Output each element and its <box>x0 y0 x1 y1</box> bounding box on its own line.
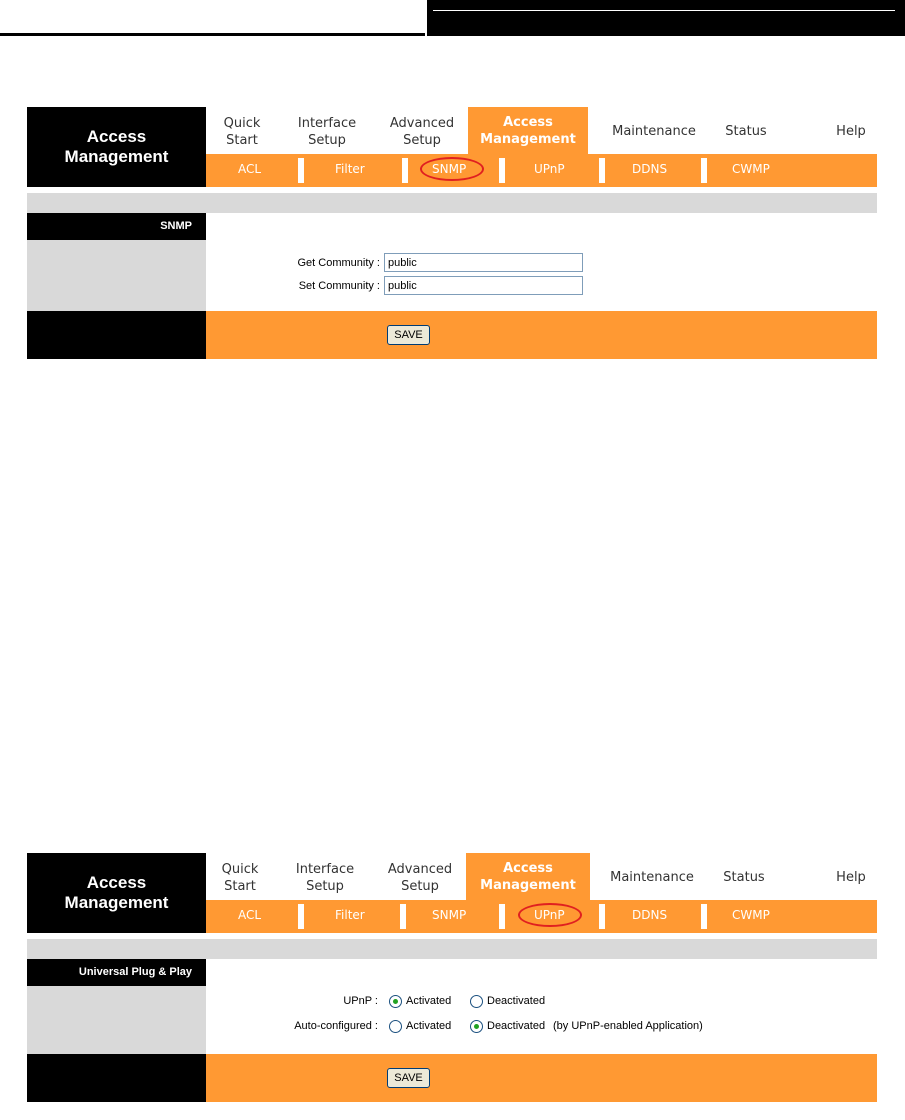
save-button[interactable]: SAVE <box>387 325 430 345</box>
section-label: Universal Plug & Play <box>27 959 206 986</box>
brand-title: Access Management <box>27 107 206 187</box>
submenu-snmp[interactable]: SNMP <box>432 908 467 922</box>
submenu-ddns[interactable]: DDNS <box>632 162 668 176</box>
submenu-snmp[interactable]: SNMP <box>432 162 467 176</box>
menu-interface-setup[interactable]: Interface Setup <box>295 862 355 894</box>
submenu-ddns[interactable]: DDNS <box>632 908 668 922</box>
upnp-panel <box>27 853 877 1102</box>
menu-status[interactable]: Status <box>725 124 767 139</box>
submenu-filter[interactable]: Filter <box>335 908 365 922</box>
section-label: SNMP <box>27 213 206 240</box>
submenu-cwmp[interactable]: CWMP <box>732 908 770 922</box>
menu-advanced-setup[interactable]: Advanced Setup <box>387 862 453 894</box>
autoconf-deactivated-label: Deactivated <box>487 1020 546 1032</box>
submenu-cwmp[interactable]: CWMP <box>732 162 770 176</box>
menu-access-management[interactable]: Access Management <box>468 107 588 154</box>
upnp-deactivated-label: Deactivated <box>487 995 546 1007</box>
set-community-input[interactable] <box>384 276 583 295</box>
upnp-activated-radio[interactable] <box>389 995 402 1008</box>
menu-quick-start[interactable]: Quick Start <box>223 116 261 148</box>
snmp-content <box>27 213 877 311</box>
upnp-deactivated-radio[interactable] <box>470 995 483 1008</box>
action-bar <box>27 311 877 359</box>
autoconf-note: (by UPnP-enabled Application) <box>553 1020 703 1032</box>
sub-menu <box>206 900 877 933</box>
autoconf-label: Auto-configured : <box>294 1020 378 1032</box>
menu-maintenance[interactable]: Maintenance <box>612 124 696 139</box>
action-bar <box>27 1054 877 1102</box>
set-community-label: Set Community : <box>298 280 380 292</box>
menu-help[interactable]: Help <box>836 870 866 885</box>
brand-title: Access Management <box>27 853 206 933</box>
save-button[interactable]: SAVE <box>387 1068 430 1088</box>
submenu-upnp[interactable]: UPnP <box>534 908 565 922</box>
section-main <box>206 213 877 311</box>
menu-help[interactable]: Help <box>836 124 866 139</box>
main-menu <box>206 853 877 900</box>
menu-advanced-setup[interactable]: Advanced Setup <box>389 116 455 148</box>
menu-quick-start[interactable]: Quick Start <box>221 862 259 894</box>
document-header-box <box>427 0 905 36</box>
menu-status[interactable]: Status <box>723 870 765 885</box>
upnp-content <box>27 959 877 1054</box>
menu-access-management[interactable]: Access Management <box>466 853 590 900</box>
autoconf-deactivated-radio[interactable] <box>470 1020 483 1033</box>
section-sidebar <box>27 213 206 311</box>
snmp-panel <box>27 107 877 359</box>
sub-menu <box>206 154 877 187</box>
autoconf-activated-label: Activated <box>406 1020 452 1032</box>
section-main <box>206 959 877 1054</box>
submenu-acl[interactable]: ACL <box>238 908 262 922</box>
submenu-acl[interactable]: ACL <box>238 162 262 176</box>
document-header-line <box>0 33 425 36</box>
main-menu <box>206 107 877 154</box>
spacer-bar <box>27 939 877 959</box>
section-sidebar <box>27 959 206 1054</box>
submenu-filter[interactable]: Filter <box>335 162 365 176</box>
upnp-label: UPnP : <box>343 995 378 1007</box>
submenu-upnp[interactable]: UPnP <box>534 162 565 176</box>
autoconf-activated-radio[interactable] <box>389 1020 402 1033</box>
menu-interface-setup[interactable]: Interface Setup <box>297 116 357 148</box>
router-header <box>27 853 877 933</box>
upnp-activated-label: Activated <box>406 995 452 1007</box>
get-community-label: Get Community : <box>297 257 380 269</box>
menu-maintenance[interactable]: Maintenance <box>610 870 694 885</box>
router-header <box>27 107 877 187</box>
spacer-bar <box>27 193 877 213</box>
get-community-input[interactable] <box>384 253 583 272</box>
